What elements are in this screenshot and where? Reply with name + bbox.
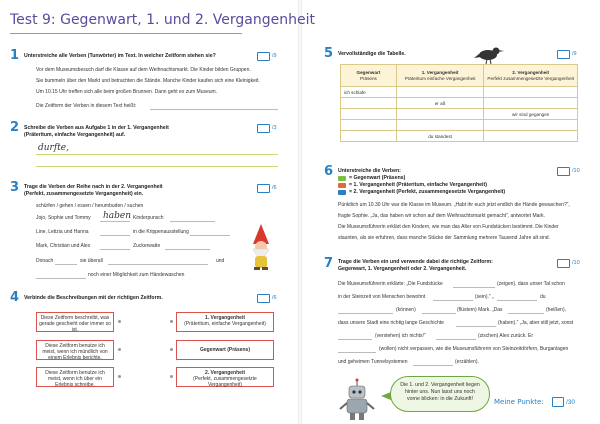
task3-sentence-start: Mark, Christian und Alex (36, 243, 91, 249)
task2-instruction-sub: (Präteritum, einfache Vergangenheit) auf. (24, 132, 126, 138)
task5-header-cell (341, 65, 397, 87)
table-cell[interactable] (396, 120, 484, 131)
task7-blank[interactable] (433, 300, 473, 301)
task4-tense-sub: (Perfekt, zusammengesetzte Vergangenheit) (193, 376, 257, 388)
table-cell[interactable]: wir sind gegangen (484, 109, 578, 120)
task3-points: /6 (272, 185, 277, 191)
task6-legend-item: = 2. Vergangenheit (Perfekt, zusammengesetzte Vergangenheit) (349, 189, 506, 195)
task7-text: (wollen) nicht verpassen, wie die Museumsführerin von Steinzeitdörfern, Burganlagen (379, 346, 569, 352)
task2-answer-line[interactable] (36, 154, 278, 155)
task6-text-line: staunten, als sie erfuhren, dass manche Stücke der Sammlung mehrere Tausend Jahre alt sind. (338, 235, 550, 241)
table-cell[interactable] (396, 87, 484, 98)
table-cell[interactable]: ich schlafe (341, 87, 397, 98)
task6-instruction: Unterstreiche die Verben: (338, 168, 401, 174)
task4-description-card[interactable]: Diese Zeitform beschreibt, was gerade geschieht oder immer so ist. (36, 312, 114, 332)
table-cell[interactable] (484, 87, 578, 98)
meine-punkte-label: Meine Punkte: (494, 398, 544, 406)
crow-illustration (474, 44, 504, 64)
task3-sentence-end: und (216, 258, 225, 264)
table-cell[interactable]: du standest (396, 131, 484, 142)
table-cell[interactable] (341, 120, 397, 131)
task-number-2: 2 (10, 120, 20, 135)
task7-instruction-sub: Gegenwart, 1. Vergangenheit oder 2. Vergangenheit. (338, 266, 467, 272)
task1-text-line: Sie bummeln über den Markt und betrachten die Stände. Manche Kinder kaufen sich eine Kleinigkeit. (36, 78, 260, 84)
task-number-6: 6 (324, 164, 334, 179)
task2-handwritten-answer: durfte, (38, 143, 69, 153)
task7-text: (haben).“ „Ja, aber still jetzt, sonst (498, 320, 574, 326)
task1-points: /9 (272, 53, 277, 59)
task4-connect-dot[interactable] (170, 375, 173, 378)
task1-score-box[interactable] (257, 52, 270, 61)
task5-score-box[interactable] (557, 50, 570, 59)
task4-tense-card[interactable] (176, 340, 274, 360)
task-number-4: 4 (10, 290, 20, 305)
book-spine (298, 0, 302, 424)
task7-blank[interactable] (436, 339, 476, 340)
task7-text: dass unsere Stadt eine richtig lange Geschichte (338, 320, 444, 326)
task7-text: (verstehen) ich nichts!“ (375, 333, 426, 339)
task7-blank[interactable] (338, 352, 376, 353)
table-cell[interactable] (341, 98, 397, 109)
task3-sentence-end: in die Krippenausstellung (133, 229, 189, 235)
task5-header-title: 1. Vergangenheit (421, 69, 459, 75)
task4-connect-dot[interactable] (118, 348, 121, 351)
task7-text: und geheimen Tunnelsystemen (338, 359, 408, 365)
task3-instruction: Trage die Verben der Reihe nach in der 2. Vergangenheit (24, 184, 163, 190)
red-pencil-icon (338, 183, 346, 188)
task3-blank[interactable] (36, 278, 86, 279)
task5-points: /9 (572, 51, 577, 57)
task4-connect-dot[interactable] (118, 375, 121, 378)
robot-illustration (338, 378, 376, 422)
task3-blank[interactable] (165, 249, 210, 250)
green-pencil-icon (338, 176, 346, 181)
task3-blank[interactable] (100, 249, 130, 250)
task4-tense-card[interactable] (176, 367, 274, 387)
task1-answer-line[interactable] (150, 109, 278, 110)
task3-verb-list: schürfen / gehen / essen / herumbuden / suchen (36, 203, 144, 209)
task5-instruction: Vervollständige die Tabelle. (338, 51, 406, 57)
task3-sentence-start: Donach (36, 258, 54, 264)
task4-connect-dot[interactable] (170, 320, 173, 323)
task7-instruction: Trage die Verben ein und verwende dabei die richtige Zeitform: (338, 259, 493, 265)
task3-blank[interactable] (55, 264, 77, 265)
task4-connect-dot[interactable] (170, 348, 173, 351)
task5-header-sub: Präsens (359, 75, 377, 81)
task7-text: du (540, 294, 546, 300)
title-underline (10, 33, 242, 34)
table-row (341, 120, 578, 131)
task1-text-line: Vor dem Museumsbesuch darf die Klasse auf dem Weihnachtsmarkt. Die Kinder bilden Gruppen. (36, 67, 251, 73)
task6-score-box[interactable] (557, 167, 570, 176)
task3-sentence-mid: sie überall (80, 258, 103, 264)
task7-text: (flüstern) Mark. „Das (457, 307, 503, 313)
task-number-1: 1 (10, 48, 20, 63)
total-points: /30 (566, 399, 576, 406)
task3-blank[interactable] (100, 235, 130, 236)
task4-instruction: Verbinde die Beschreibungen mit der richtigen Zeitform. (24, 295, 163, 301)
gnome-illustration (244, 222, 278, 272)
task7-blank[interactable] (413, 365, 453, 366)
table-cell[interactable]: er aß (396, 98, 484, 109)
task-number-3: 3 (10, 180, 20, 195)
task4-tense-title: 1. Vergangenheit (204, 315, 245, 321)
task4-tense-title: Gegenwart (Präsens) (199, 347, 251, 353)
task3-blank[interactable] (170, 221, 215, 222)
task6-legend-item: = 1. Vergangenheit (Präteritum, einfache Vergangenheit) (349, 182, 487, 188)
task5-header-title: 2. Vergangenheit (512, 69, 550, 75)
table-row (341, 109, 578, 120)
task4-tense-sub: (Präteritum, einfache Vergangenheit) (184, 321, 266, 327)
table-cell[interactable] (396, 109, 484, 120)
total-score-box[interactable] (552, 397, 564, 407)
task2-score-box[interactable] (257, 124, 270, 133)
task7-text: (zeigen), dass unser Tal schon (497, 281, 565, 287)
table-cell[interactable] (484, 98, 578, 109)
task-number-7: 7 (324, 256, 334, 271)
task7-text: (zischen) Alex zurück. Er (478, 333, 534, 339)
task3-sentence-cont: noch einer Möglichkeit zum Händewaschen (88, 272, 185, 278)
task1-question: Die Zeitform der Verben in diesem Text heißt: (36, 103, 137, 109)
task1-instruction: Unterstreiche alle Verben (Tunwörter) im Text. In welcher Zeitform stehen sie? (24, 53, 216, 59)
task4-description-card[interactable]: Diese Zeitform benutze ich meist, wenn ich über ein Erlebnis schreibe. (36, 367, 114, 387)
task7-text: (heißen), (546, 307, 567, 313)
task3-sentence-start: Line, Letizia und Hanna (36, 229, 89, 235)
task7-text: in der Steinzeit von Menschen bewohnt (338, 294, 426, 300)
table-cell[interactable] (484, 131, 578, 142)
task4-tense-card[interactable] (176, 312, 274, 332)
page-title: Test 9: Gegenwart, 1. und 2. Vergangenheit (10, 12, 315, 28)
task2-instruction: Schreibe die Verben aus Aufgabe 1 in der 1. Vergangenheit (24, 125, 169, 131)
task7-blank[interactable] (338, 339, 372, 340)
task7-score-box[interactable] (557, 259, 570, 268)
task2-points: /3 (272, 125, 277, 131)
task4-connect-dot[interactable] (118, 320, 121, 323)
task3-handwritten-answer: haben (103, 211, 132, 221)
task3-sentence-start: Jojo, Sophie und Tommy (36, 215, 91, 221)
table-cell[interactable] (341, 109, 397, 120)
task4-score-box[interactable] (257, 294, 270, 303)
task4-points: /6 (272, 295, 277, 301)
task6-legend-item: = Gegenwart (Präsens) (349, 175, 406, 181)
speech-bubble: Die 1. und 2. Vergangenheit liegen hinter uns. Nun lasst uns noch vorne blicken: in die Zukunft! (390, 376, 490, 412)
task6-text-line: Pünktlich um 10.30 Uhr war die Klasse im Museum. „Habt ihr euch jetzt endlich die Hände gewaschen?“, (338, 202, 570, 208)
task7-blank[interactable] (338, 313, 393, 314)
task5-header-cell (484, 65, 578, 87)
task3-blank[interactable] (100, 221, 130, 222)
task2-answer-line[interactable] (36, 166, 278, 167)
task3-score-box[interactable] (257, 184, 270, 193)
task5-table-header (341, 65, 578, 87)
task7-blank[interactable] (456, 326, 496, 327)
task6-points: /10 (572, 168, 580, 174)
task4-description-card[interactable]: Diese Zeitform benutze ich meist, wenn ich mündlich von einem Erlebnis berichte. (36, 340, 114, 360)
table-row (341, 98, 578, 109)
task1-text-line: Um 10.15 Uhr treffen sich alle beim großen Brunnen. Dann geht es zum Museum. (36, 89, 218, 95)
task6-text-line: Die Museumsführerin erklärt den Kindern, wie man das Alter von Fundstücken bestimmt. Die Kinder (338, 224, 559, 230)
task7-text: (können) (396, 307, 416, 313)
task5-header-sub: Perfekt zusammengesetzte Vergangenheit (487, 75, 574, 81)
task7-blank[interactable] (497, 300, 537, 301)
task7-text: (sein).“ „ (475, 294, 494, 300)
task7-blank[interactable] (508, 313, 544, 314)
task5-header-sub: Präteritum einfache Vergangenheit (404, 75, 476, 81)
task3-instruction-sub: (Perfekt, zusammengesetzte Vergangenheit) ein. (24, 191, 144, 197)
table-cell[interactable] (341, 131, 397, 142)
task3-sentence-end: Kinderpunsch (133, 215, 164, 221)
table-row (341, 131, 578, 142)
table-cell[interactable] (484, 120, 578, 131)
task3-blank[interactable] (108, 264, 208, 265)
task7-blank[interactable] (422, 313, 456, 314)
task7-blank[interactable] (453, 287, 495, 288)
blue-pencil-icon (338, 190, 346, 195)
task3-blank[interactable] (190, 235, 230, 236)
table-row (341, 87, 578, 98)
task3-sentence-end: Zuckerwatte (133, 243, 161, 249)
task4-tense-title: 2. Vergangenheit (204, 370, 245, 376)
task7-points: /10 (572, 260, 580, 266)
task7-text: (erzählen). (455, 359, 479, 365)
task6-text-line: fragte Sophie. „Ja, das haben wir schon auf dem Weihnachtsmarkt gemacht“, antwortet Mark. (338, 213, 545, 219)
task-number-5: 5 (324, 46, 334, 61)
task5-header-cell (396, 65, 484, 87)
task7-text: Die Museumsführerin erklärte: „Die Fundstücke (338, 281, 443, 287)
task5-header-title: Gegenwart (356, 69, 381, 75)
task5-table (340, 64, 578, 142)
